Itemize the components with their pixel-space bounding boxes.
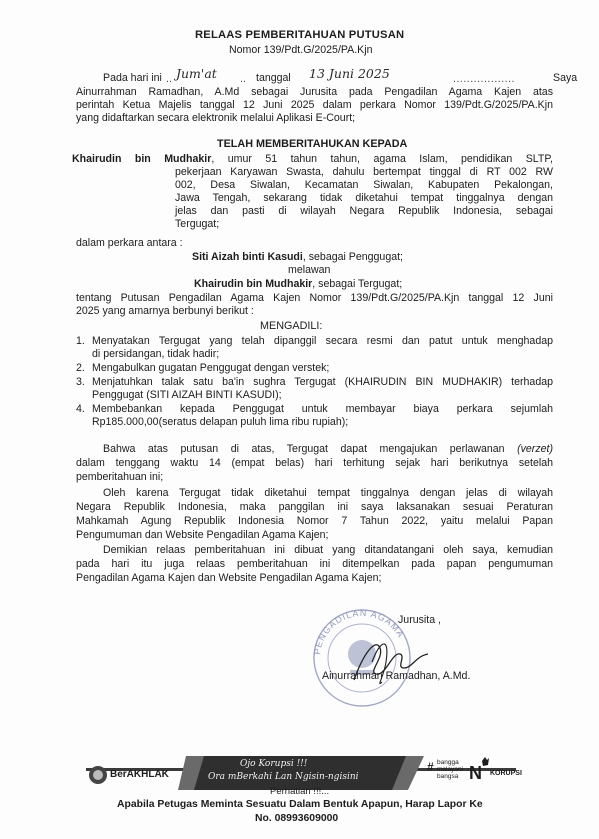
- case-about-1: tentang Putusan Pengadilan Agama Kajen Nomor 139/Pdt.G/2025/PA.Kjn tanggal 12 Juni: [76, 292, 553, 304]
- verdict-num-2: 2.: [76, 362, 85, 374]
- verdict-heading: MENGADILI:: [260, 320, 323, 332]
- para-3-line-3: Pengadilan Agama Kajen dan Website Pengadilan Agama Kajen;: [76, 572, 382, 584]
- verdict-1-line-2: di persidangan, tidak hadir;: [92, 348, 220, 360]
- respondent-name: Khairudin bin Mudhakir: [72, 153, 212, 165]
- perhatian-label: Perhatian !!!...: [270, 786, 330, 797]
- document-page: RELAAS PEMBERITAHUAN PUTUSAN Nomor 139/Pdt.G/2025/PA.Kjn Pada hari ini .. Jum'at .. tanggal 13 Juni 2025 .................. Saya Ainurrahman Ramadhan, A.Md sebagai Jurusita pada Pengadilan Agama Kajen atas perintah Ketua Majelis tanggal 12 Juni 2025 dalam perkara Nomor 139/Pdt.G/2025/PA.Kjn yang didaftarkan secara elektronik melalui Aplikasi E-Court; TELAH MEMBERITAHUKAN KEPADA Khairudin bin Mudhakir, umur 51 tahun tahun, agama Islam, pendidikan SLTP, pekerjaan Karyawan Swasta, dahulu bertempat tinggal di RT 002 RW 002, Desa Siwalan, Kecamatan Siwalan, Kabupaten Pekalongan, Jawa Tengah, sekarang tidak diketahui tempat tinggalnya dengan jelas dan pasti di wilayah Negara Republik Indonesia, sebagai Tergugat; dalam perkara antara : Siti Aizah binti Kasudi, sebagai Penggugat; melawan Khairudin bin Mudhakir, sebagai Tergugat; tentang Putusan Pengadilan Agama Kajen Nomor 139/Pdt.G/2025/PA.Kjn tanggal 12 Juni 2025 yang amarnya berbunyi berikut : MENGADILI: 1. Menyatakan Tergugat yang telah dipanggil secara resmi dan patut untuk menghadap di persidangan, tidak hadir; 2. Mengabulkan gugatan Penggugat dengan verstek; 3. Menjatuhkan talak satu ba'in sughra Tergugat (KHAIRUDIN BIN MUDHAKIR) terhadap Penggugat (SITI AIZAH BINTI KASUDI); 4. Membebankan kepada Penggugat untuk membayar biaya perkara sejumlah Rp185.000,00(seratus delapan puluh lima ribu rupiah); Bahwa atas putusan di atas, Tergugat dapat mengajukan perlawanan (verzet) dalam tenggang waktu 14 (empat belas) hari terhitung sejak hari berikutnya setelah pemberitahuan ini; Oleh karena Tergugat tidak diketahui tempat tinggalnya dengan jelas di wilayah Negara Republik Indonesia, maka panggilan ini saya laksanakan sesuai Peraturan Mahkamah Agung Republik Indonesia Nomor 7 Tahun 2022, yaitu melalui Papan Pengumuman dan Website Pengadilan Agama Kajen; Demikian relaas pemberitahuan ini dibuat yang ditandatangani oleh saya, kemudian pada hari itu juga relaas pemberitahuan ini ditempelkan pada papan pengumuman Pengadilan Agama Kajen dan Website Pengadilan Agama Kajen; Jurusita , PENGADILAN AGAMA Ainurrahman Ramadhan, A.Md. BerAKHLAK Ojo Korupsi !!! Ora mBerkahi Lan Ngisin-ngisini # bangga melayani bangsa N KORUPSI Perhatian !!!... Apabila Petugas Meminta Sesuatu Dalam Bentuk Apapun, Harap Lapor Ke No. 08993609000: [0, 0, 599, 839]
- no-corruption-hand-icon: [468, 757, 490, 783]
- para-2-line-2: Negara Republik Indonesia, maka panggilan ini saya laksanakan sesuai Peraturan: [76, 501, 553, 513]
- para-3-line-2: pada hari itu juga relaas pemberitahuan ini ditempelkan pada papan pengumuman: [76, 558, 553, 570]
- intro-line-4: yang didaftarkan secara elektronik melalui Aplikasi E-Court;: [76, 112, 356, 124]
- berakhlak-logo-icon: [88, 765, 108, 785]
- notice-line-2: pekerjaan Karyawan Swasta, dahulu bertempat tinggal di RT 002 RW: [175, 166, 553, 178]
- case-intro: dalam perkara antara :: [76, 237, 183, 249]
- party-2: Khairudin bin Mudhakir, sebagai Tergugat;: [194, 278, 403, 290]
- handwritten-day: Jum'at: [176, 66, 217, 81]
- signer-role: Jurusita ,: [398, 614, 441, 626]
- para-1-line-3: pemberitahuan ini;: [76, 471, 164, 483]
- berakhlak-label: BerAKHLAK: [110, 769, 169, 780]
- para-1-line-2: dalam tenggang waktu 14 (empat belas) hari terhitung sejak hari berikutnya setelah: [76, 457, 553, 469]
- notice-line-1: Khairudin bin Mudhakir, umur 51 tahun tahun, agama Islam, pendidikan SLTP,: [72, 153, 553, 165]
- seal-text: PENGADILAN AGAMA: [312, 607, 407, 656]
- intro-tanggal: tanggal: [256, 72, 291, 84]
- handwritten-date: 13 Juni 2025: [309, 66, 390, 81]
- warning-line: Apabila Petugas Meminta Sesuatu Dalam Bentuk Apapun, Harap Lapor Ke: [117, 799, 483, 810]
- bangga-block: bangga melayani bangsa: [437, 759, 464, 780]
- signature-scribble: [346, 632, 436, 692]
- case-about-2: 2025 yang amarnya berbunyi berikut :: [76, 305, 254, 317]
- verdict-num-4: 4.: [76, 403, 85, 415]
- notice-line-4: Jawa Tengah, sekarang tidak diketahui tempat tinggalnya dengan: [175, 192, 553, 204]
- slogan-2: Ora mBerkahi Lan Ngisin-ngisini: [208, 772, 359, 782]
- verdict-3-line-1: Menjatuhkan talak satu ba'in sughra Tergugat (KHAIRUDIN BIN MUDHAKIR) terhadap: [92, 376, 553, 388]
- signer-name: Ainurrahman Ramadhan, A.Md.: [322, 670, 471, 682]
- slogan-1: Ojo Korupsi !!!: [240, 759, 308, 769]
- hashtag-icon: #: [427, 760, 434, 774]
- document-number: Nomor 139/Pdt.G/2025/PA.Kjn: [229, 44, 373, 56]
- para-2-line-1: Oleh karena Tergugat tidak diketahui tempat tinggalnya dengan jelas di wilayah: [103, 487, 553, 499]
- intro-saya: Saya: [553, 72, 578, 84]
- versus: melawan: [288, 264, 331, 276]
- intro-pada-hari: Pada hari ini: [103, 72, 162, 84]
- verdict-num-3: 3.: [76, 376, 85, 388]
- party-1: Siti Aizah binti Kasudi, sebagai Penggugat;: [192, 251, 403, 263]
- notice-line-3: 002, Desa Siwalan, Kecamatan Siwalan, Kabupaten Pekalongan,: [175, 179, 553, 191]
- korupsi-label: KORUPSI: [490, 770, 522, 777]
- verdict-3-line-2: Penggugat (SITI AIZAH BINTI KASUDI);: [92, 389, 282, 401]
- notice-line-5: jelas dan pasti di wilayah Negara Republik Indonesia, sebagai: [175, 205, 553, 217]
- notice-line-6: Tergugat;: [175, 218, 220, 230]
- intro-line-2: Ainurrahman Ramadhan, A.Md sebagai Jurusita pada Pengadilan Agama Kajen atas: [76, 86, 553, 98]
- report-phone: No. 08993609000: [255, 813, 339, 824]
- para-1-line-1: Bahwa atas putusan di atas, Tergugat dapat mengajukan perlawanan (verzet): [103, 443, 553, 455]
- para-2-line-3: Mahkamah Agung Republik Indonesia Nomor 7 Tahun 2022, yaitu melalui Papan: [76, 515, 553, 527]
- para-3-line-1: Demikian relaas pemberitahuan ini dibuat yang ditandatangani oleh saya, kemudian: [103, 544, 553, 556]
- verdict-2-line-1: Mengabulkan gugatan Penggugat dengan verstek;: [92, 362, 330, 374]
- verdict-1-line-1: Menyatakan Tergugat yang telah dipanggil secara resmi dan patut untuk menghadap: [92, 335, 553, 347]
- intro-dots: ..................: [453, 73, 515, 85]
- document-title: RELAAS PEMBERITAHUAN PUTUSAN: [195, 29, 405, 41]
- intro-line-3: perintah Ketua Majelis tanggal 12 Juni 2025 dalam perkara Nomor 139/Pdt.G/2025/PA.Kjn: [76, 99, 553, 111]
- verdict-4-line-1: Membebankan kepada Penggugat untuk membayar biaya perkara sejumlah: [92, 403, 553, 415]
- svg-text:N: N: [469, 763, 482, 783]
- verdict-num-1: 1.: [76, 335, 85, 347]
- para-2-line-4: Pengumuman dan Website Pengadilan Agama Kajen;: [76, 529, 329, 541]
- verdict-4-line-2: Rp185.000,00(seratus delapan puluh lima ribu rupiah);: [92, 416, 349, 428]
- notice-heading: TELAH MEMBERITAHUKAN KEPADA: [217, 138, 408, 150]
